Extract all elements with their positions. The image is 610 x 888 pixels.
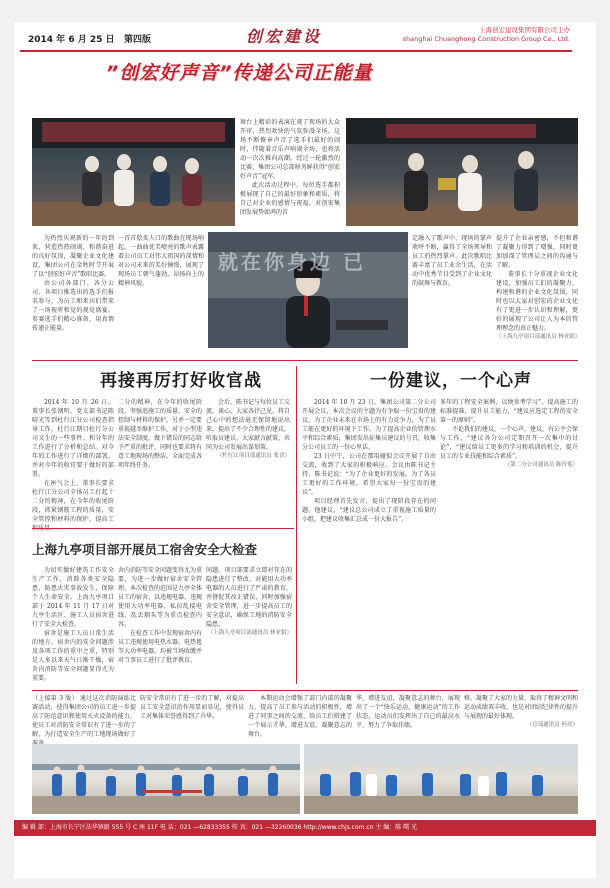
section-divider-2	[32, 528, 294, 529]
photo-stage-singers	[32, 118, 235, 226]
section-divider-1	[32, 360, 578, 361]
section-divider-3	[32, 690, 578, 691]
top-article-col4: 定融入了歌声中，现场的掌声欢呼不断，赢得了全场领导和员工的热烈掌声。此次歌唱比赛丰富了员工业余生活，在活动中优秀节目受到了企业文化的鼓舞与教育。	[412, 235, 492, 287]
masthead-logo: 创宏建设	[246, 27, 323, 46]
sports-col4: 华，增进友谊，凝聚意志的舞台，展现出了一个“快乐运动，健康运动”的工作状态，运动员们发挥出了自己的最高水平，努力了争取佳绩。	[356, 695, 460, 729]
photo-sports-teams	[304, 744, 578, 814]
edition-label: 第四版	[124, 35, 152, 45]
main-headline: ”创宏好声音”传递公司正能量	[106, 62, 373, 84]
vertical-divider	[296, 366, 297, 684]
article-b-col2: 多年的丁程安全案例，以便参考学习”。提高施工的标准提准，提升员工能力，“建议应选定工程的安全第一的原则”。 不论我们的建议，一个心声，建议，有公平会保与工作，“建议各分公司定期召开一次集中的讨论”，“建议给员工更多的学习和培训的机会，提升员工的专业技能和综合素质”。 （第二分公司通讯员 陈玲莲）	[440, 399, 579, 468]
article-title-dorm-check: 上海九亭项目部开展员工宿舍安全大检查	[32, 542, 258, 557]
publisher-name-cn: 上海创宏建设集团有限公司主办	[479, 26, 570, 34]
article-b-col1: 2014 年 10 月 23 日，集团公司第二分公司开展会议，本次会议的主题为有争取一份宝贵的建议，为了企业未来在市场上的有力竞争力，为了员工能在更好的环境下工作，为了提高企业的管理水平和综合素质，集团发出征集员建议的号召，收集分公司员工的一份心里话。 23 日中午，公司在那用碰似会议开展了自由交流，收到了大家的积极响应。会议由陈书记主持，陈书记说：“为了企业更好的发展，为了各员工更好的工作环境，希望大家每一份宝贵的建议”。 项目经理首先发言，提出了现阶段存在的问题。他建议，“建议总公司成立了重视施工质量的小组，把建议收集汇总成一份大报告”。	[302, 399, 436, 523]
photo-singer-stage	[208, 232, 408, 348]
page-footer: 编 辑 部：上海市长宁区法华镇路 555 号 C 座 11F 电 话：021 —62833355 传 真：021 —32260036 http://www.chjs.com.cn 主 编：陈 曙 光	[14, 820, 596, 836]
article-c-col1: 为切实做好建筑工作安全生产工作，消除各类安全隐患，防患火灾事故发生，保障个人生命安全。上海九亭项目部于 2014 年 11 月 17 日对九亭生活区、施工人员宿舍进行了安全大检查。 宿舍是施工人员日常生活的地方，宿舍内的安全问题涉及各项工作的重中之重，特别是人多以来天气日渐干燥，宿舍内消防等安全问题显得尤为重要。	[32, 567, 114, 682]
article-title-recap: 再接再厉打好收官战	[100, 371, 262, 391]
top-article-col2: 一首首脍炙人口的歌曲在现场响起，一曲曲优美嘹亮的歌声表露着公司员工对伟大祖国的深情和对公司未来的美好憧憬，展现了现场员工朝气蓬勃、昂扬向上的精神风貌。	[118, 235, 204, 287]
article-a-col2: 二分的精神，在今年的收尾阶段，坚强追施工的质量，安全的控制与材料的保护，另并一定要重视越冬维护工作，对于小型违法安全制度，做下错误的同志给予严重的批评，同时也要求将有意工地现场的整洁，全面完成各项年终任务。	[118, 399, 203, 469]
publisher-info	[403, 26, 570, 44]
sports-col5: 格，凝聚了大家的力量，取得了精神文明和运动成绩双丰收，也是对团结纪律性的提升与展现的最好体现。 （总部通讯员 何亮）	[464, 695, 579, 728]
top-article-col1: 为热烈庆祝新的一年的到来，营造热热闹闹、和谐奋进的良好氛围，凝聚企业文化建设，集团公司在金秋时节开展了以“创宏好声音”歌唱比赛。 由公司各部门、各分公司、各项目推选出的选手们报名参与，为员工和来宾们带来了一场视听和觉的视觉盛宴。参赛选手们精心准备，用真情传递正能量。	[32, 235, 114, 332]
header-divider	[20, 50, 572, 52]
sports-col2: 防安全常识有了进一步的了解，对提高员工安全意识的作用显而易见，使得员工对集体荣誉感得到了升华。	[140, 695, 244, 720]
page-header	[20, 22, 572, 50]
photo-sports-race	[32, 744, 300, 814]
sports-col1: （上接第 3 版） 通过这次消防演练比赛活动，使得集团公司的员工进一步提高了防范意识和使用灭火设备的能力，使员工对消防安全常识有了进一步的了解，为打造安全生产的工地现场做好了	[32, 695, 136, 738]
top-article-col5: 提升了企业亲密感，不但和谐了凝聚力得到了增强，同时更加加深了管理层之间的沟通与了解。 董事长十分重视企业文化建设，加强员工们的凝聚力，构建和谐的企业文化氛围，同时也以大家对创宏的企业文化有了更进一步认识和理解，更好的展现了公司让人为本的管理理念的真正魅力。 （上海九亭项目部通讯员 林亚娟）	[496, 235, 581, 340]
article-title-suggestion: 一份建议，一个心声	[370, 371, 532, 391]
top-article-right-text: 舞台上精彩的表演在观了现场的大众开审，热烈欢快的气氛弥漫全场。这场不断修章声音了选手们最好的闹时，伴随着音乐声响闹全场，也将活动一次次推向高潮。经过一轮激烈的比赛，集团公司总部财务鲜获得“创宏好声音”冠军。 此次活动过程中，每位选手都积极展现了自己的最好形象和素质，将自己对企业的感情与祝福，对创宏集团发展势如鸿的首	[240, 119, 340, 216]
article-c-col3: 问题。项目部要求立即对存在的隐患进行了整改，对能用大功率电器的人员进行了严肃的教育，并督促其改正错误，同时加强宿舍安全管理，进一步提高员工的安全意识，确保工地的消防安全隐患。 （上海九亭项目部通讯员 林亚娟）	[206, 567, 292, 636]
publisher-name-en: shanghai Chuanghong Construction Group Co., Ltd.	[402, 35, 570, 43]
article-c-col2: 舍内消防等安全问题变得尤为重要，为进一步做好宿舍安全管理，本次检查的范围是九亭全体员工的宿舍，以违规电器、违规使用大功率电器、私拉乱接电线、乱丢烟头等为重点检查内容。 在检查工作中发现宿舍内有员工违规使用电热水器、电热毯等大功率电器，均被当场收缴并对当事员工进行了批评教育。	[118, 567, 203, 664]
issue-date: 2014 年 6 月 25 日	[28, 35, 115, 45]
photo-award-presentation	[346, 118, 578, 226]
article-a-col1: 2014 年 10 月 26 日，董事长张钢明、党支部书记陈晴光等到杜行江分公司检查指导工作，杜行江期目杜行分公司又生的一些事件。和分年的工作进行了分析和总结。对今年的工作进行了详细的部署，并对今年的收官要于做好的部署。 在座气会上，董事长要求杜行江分公司全体员工打起十二分的精神，在今年的收尾阶段，抓紧钢筋工程的质量，安全管控和材料的保护，提高工	[32, 399, 114, 523]
sports-col3: 本期运动会增强了部门内部的凝聚力，提高了员工参与活动的积极性，增进了同事之间的交流，给员工们搭建了一个展示才华、增进友谊、凝聚意志的舞台。	[248, 695, 352, 738]
stage-banner-text: 就在你身边 已	[218, 250, 366, 274]
article-a-col3: 会后，陈书记与每位员工交流，谈心，大家各抒己见，将自己心中的想法毫无保留地说出来，提出了不少合理性的建议，听取员建议。大家献言献策，共同为公司发展出谋划策。 （杜行江项目部通讯员 张晋）	[206, 399, 291, 459]
